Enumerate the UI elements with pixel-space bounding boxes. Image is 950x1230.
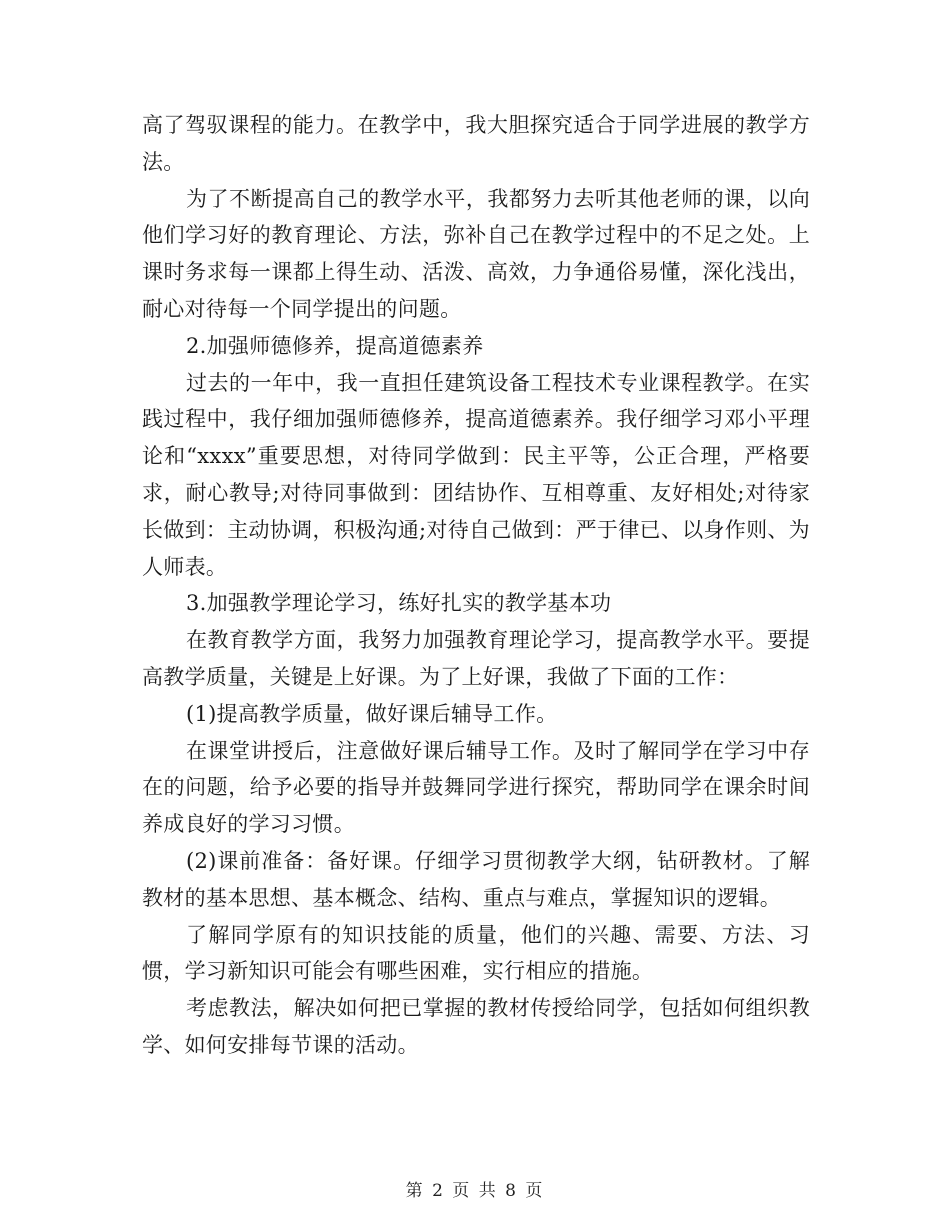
paragraph-after-class-tutoring: 在课堂讲授后，注意做好课后辅导工作。及时了解同学在学习中存在的问题，给予必要的指导并鼓舞同学进行探究，帮助同学在课余时间养成良好的学习习惯。: [142, 738, 810, 837]
heading-item-1: (1)提高教学质量，做好课后辅导工作。: [186, 701, 558, 726]
paragraph-listen-other-teachers: 为了不断提高自己的教学水平，我都努力去听其他老师的课，以向他们学习好的教育理论、方法，弥补自己在教学过程中的不足之处。上课时务求每一课都上得生动、活泼、高效，力争通俗易懂，深化浅出，耐心对待每一个同学提出的问题。: [142, 186, 810, 321]
page-number-footer: 第 2 页 共 8 页: [405, 1181, 545, 1201]
heading-section-2: 2.加强师德修养，提高道德素养: [186, 333, 484, 358]
paragraph-teaching-methods: 考虑教法，解决如何把已掌握的教材传授给同学，包括如何组织教学、如何安排每节课的活动。: [142, 996, 810, 1057]
document-body: [142, 107, 810, 1064]
paragraph-continuation: 高了驾驭课程的能力。在教学中，我大胆探究适合于同学进展的教学方法。: [142, 113, 810, 174]
paragraph-item-2-lesson-prep: (2)课前准备：备好课。仔细学习贯彻教学大纲，钻研教材。了解教材的基本思想、基本概念、结构、重点与难点，掌握知识的逻辑。: [142, 848, 810, 910]
paragraph-student-understanding: 了解同学原有的知识技能的质量，他们的兴趣、需要、方法、习惯，学习新知识可能会有哪些困难，实行相应的措施。: [142, 922, 810, 984]
paragraph-teacher-ethics: 过去的一年中，我一直担任建筑设备工程技术专业课程教学。在实践过程中，我仔细加强师德修养，提高道德素养。我仔细学习邓小平理论和“xxxx”重要思想，对待同学做到：民主平等，公正合理，严格要求，耐心教导;对待同事做到：团结协作、互相尊重、友好相处;对待家长做到：主动协调，积极沟通;对待自己做到：严于律已、以身作则、为人师表。: [142, 370, 810, 579]
paragraph-teaching-theory: 在教育教学方面，我努力加强教育理论学习，提高教学水平。要提高教学质量，关键是上好课。为了上好课，我做了下面的工作：: [142, 628, 810, 689]
heading-section-3: 3.加强教学理论学习，练好扎实的教学基本功: [186, 591, 612, 616]
